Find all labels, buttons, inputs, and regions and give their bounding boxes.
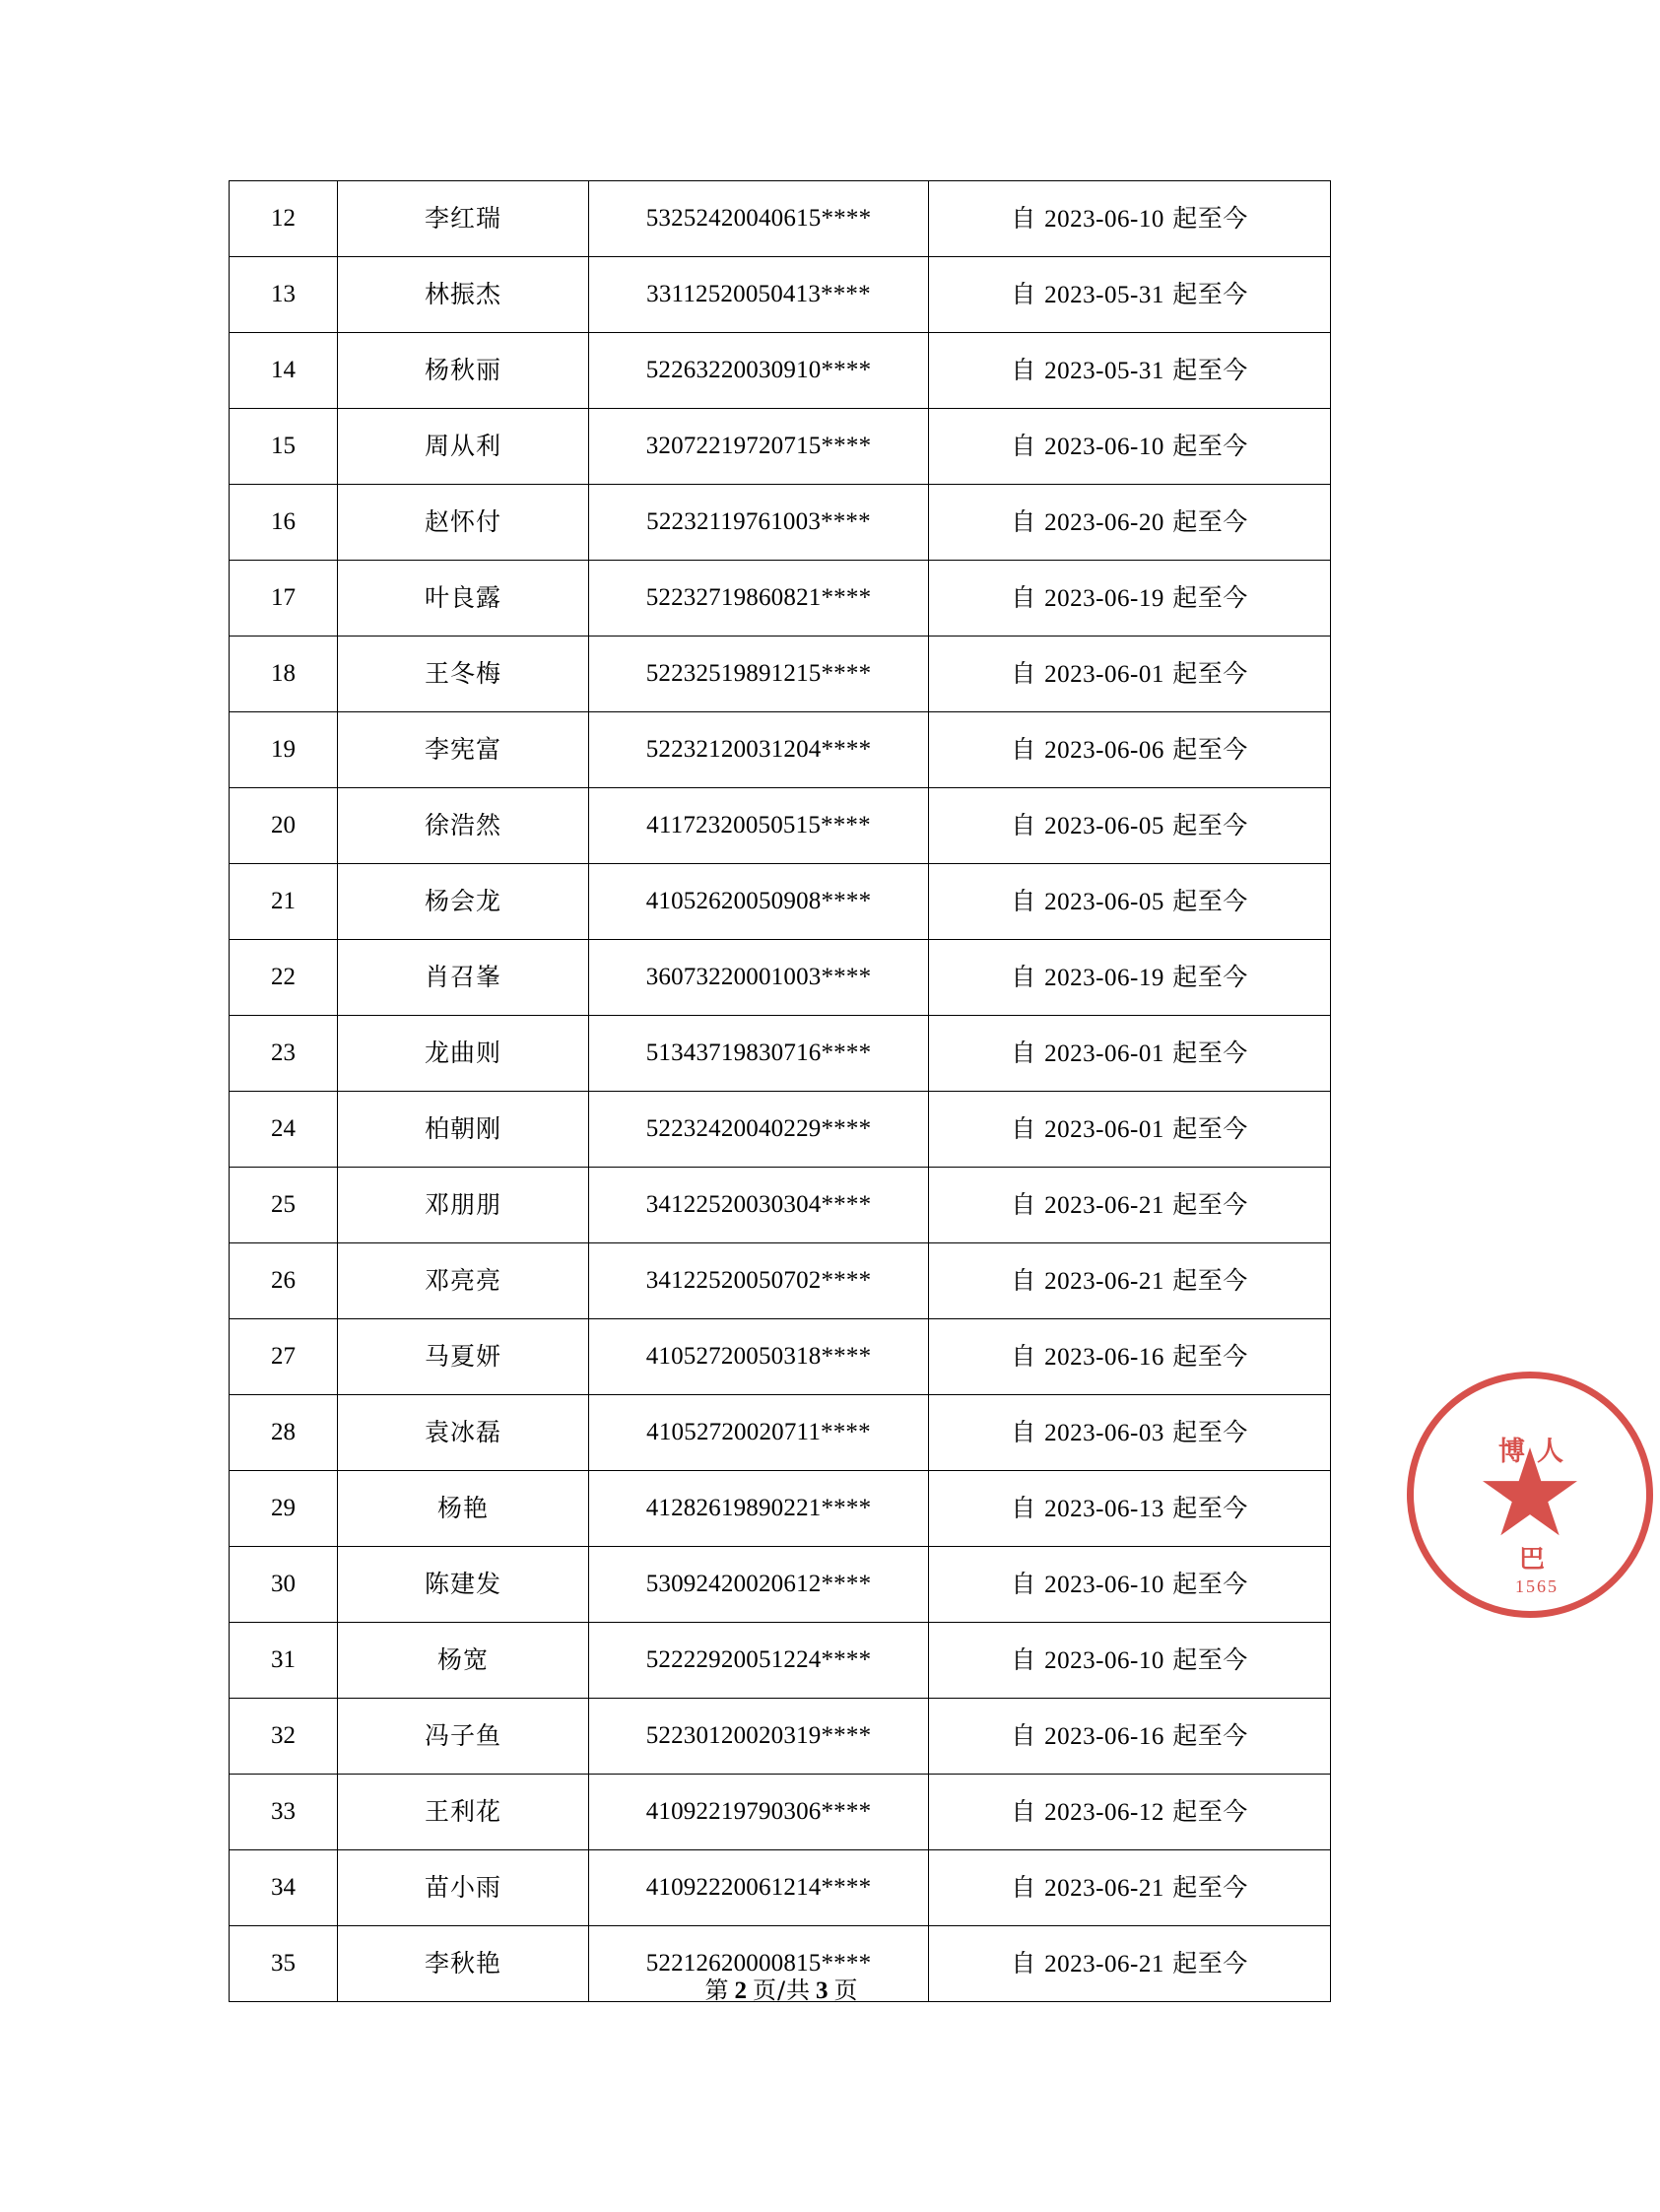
page-footer (0, 1971, 1563, 2005)
period-suffix: 起至今 (1172, 279, 1248, 308)
period-prefix: 自 (1011, 810, 1036, 839)
period-prefix: 自 (1011, 1872, 1036, 1902)
cell-period (929, 637, 1331, 712)
period-suffix: 起至今 (1172, 506, 1248, 536)
cell-name: 马夏妍 (338, 1319, 589, 1395)
table-row (230, 1168, 1331, 1243)
period-date: 2023-06-13 (1044, 1495, 1164, 1522)
official-seal (1407, 1372, 1653, 1618)
table-row (230, 257, 1331, 333)
table-row (230, 1699, 1331, 1775)
cell-id-number: 41172320050515**** (589, 788, 929, 864)
roster-table (229, 180, 1331, 2002)
cell-name: 周从利 (338, 409, 589, 485)
cell-name: 林振杰 (338, 257, 589, 333)
cell-index: 34 (230, 1850, 338, 1926)
cell-name: 王利花 (338, 1775, 589, 1850)
cell-id-number: 33112520050413**** (589, 257, 929, 333)
table-row (230, 712, 1331, 788)
period-suffix: 起至今 (1172, 886, 1248, 915)
cell-id-number: 41282619890221**** (589, 1471, 929, 1547)
table-row (230, 1547, 1331, 1623)
cell-index: 18 (230, 637, 338, 712)
cell-index: 14 (230, 333, 338, 409)
cell-index: 35 (230, 1926, 338, 2002)
footer-total-pages: 3 (816, 1977, 830, 2004)
footer-middle: 页/共 (752, 1977, 812, 2004)
period-date: 2023-06-16 (1044, 1343, 1164, 1371)
cell-index: 25 (230, 1168, 338, 1243)
period-prefix: 自 (1011, 1113, 1036, 1143)
period-date: 2023-06-06 (1044, 736, 1164, 764)
period-date: 2023-06-10 (1044, 1571, 1164, 1598)
period-suffix: 起至今 (1172, 355, 1248, 384)
cell-period (929, 940, 1331, 1016)
cell-period (929, 1243, 1331, 1319)
period-prefix: 自 (1011, 734, 1036, 764)
cell-name: 陈建发 (338, 1547, 589, 1623)
footer-prefix: 第 (704, 1977, 730, 2004)
period-prefix: 自 (1011, 1569, 1036, 1598)
cell-id-number: 52232519891215**** (589, 637, 929, 712)
cell-index: 21 (230, 864, 338, 940)
table-row (230, 1243, 1331, 1319)
period-suffix: 起至今 (1172, 431, 1248, 460)
period-suffix: 起至今 (1172, 1948, 1248, 1977)
period-date: 2023-06-05 (1044, 812, 1164, 839)
period-prefix: 自 (1011, 658, 1036, 688)
cell-name: 李宪富 (338, 712, 589, 788)
period-prefix: 自 (1011, 886, 1036, 915)
period-suffix: 起至今 (1172, 582, 1248, 612)
cell-id-number: 34122520030304**** (589, 1168, 929, 1243)
cell-index: 13 (230, 257, 338, 333)
cell-id-number: 32072219720715**** (589, 409, 929, 485)
cell-index: 12 (230, 181, 338, 257)
seal-code-text: 1565 (1515, 1576, 1559, 1596)
cell-name: 袁冰磊 (338, 1395, 589, 1471)
cell-period (929, 1016, 1331, 1092)
cell-id-number: 52263220030910**** (589, 333, 929, 409)
cell-index: 22 (230, 940, 338, 1016)
period-suffix: 起至今 (1172, 1038, 1248, 1067)
period-date: 2023-06-01 (1044, 1039, 1164, 1067)
period-prefix: 自 (1011, 1189, 1036, 1219)
table-row (230, 409, 1331, 485)
period-suffix: 起至今 (1172, 734, 1248, 764)
period-suffix: 起至今 (1172, 1569, 1248, 1598)
period-date: 2023-06-21 (1044, 1267, 1164, 1295)
table-row (230, 561, 1331, 637)
period-date: 2023-06-12 (1044, 1798, 1164, 1826)
cell-name: 杨艳 (338, 1471, 589, 1547)
period-suffix: 起至今 (1172, 1189, 1248, 1219)
cell-name: 赵怀付 (338, 485, 589, 561)
cell-period (929, 1850, 1331, 1926)
footer-current-page: 2 (734, 1977, 748, 2004)
cell-index: 31 (230, 1623, 338, 1699)
period-prefix: 自 (1011, 1038, 1036, 1067)
cell-id-number: 41092220061214**** (589, 1850, 929, 1926)
cell-index: 20 (230, 788, 338, 864)
period-date: 2023-06-21 (1044, 1874, 1164, 1902)
period-prefix: 自 (1011, 431, 1036, 460)
period-date: 2023-06-16 (1044, 1722, 1164, 1750)
table-row (230, 1092, 1331, 1168)
table-row (230, 1395, 1331, 1471)
cell-period (929, 409, 1331, 485)
period-prefix: 自 (1011, 1644, 1036, 1674)
period-suffix: 起至今 (1172, 1113, 1248, 1143)
period-suffix: 起至今 (1172, 1341, 1248, 1371)
period-prefix: 自 (1011, 1796, 1036, 1826)
table-row (230, 1016, 1331, 1092)
cell-index: 33 (230, 1775, 338, 1850)
cell-id-number: 36073220001003**** (589, 940, 929, 1016)
cell-period (929, 864, 1331, 940)
table-row (230, 637, 1331, 712)
period-date: 2023-06-03 (1044, 1419, 1164, 1446)
seal-inner (1414, 1378, 1646, 1611)
cell-period (929, 1395, 1331, 1471)
period-prefix: 自 (1011, 1341, 1036, 1371)
cell-name: 王冬梅 (338, 637, 589, 712)
cell-id-number: 52232420040229**** (589, 1092, 929, 1168)
cell-index: 26 (230, 1243, 338, 1319)
cell-index: 32 (230, 1699, 338, 1775)
period-prefix: 自 (1011, 506, 1036, 536)
period-date: 2023-06-21 (1044, 1191, 1164, 1219)
table-row (230, 181, 1331, 257)
cell-index: 24 (230, 1092, 338, 1168)
table-row (230, 1471, 1331, 1547)
period-prefix: 自 (1011, 582, 1036, 612)
period-date: 2023-06-10 (1044, 1646, 1164, 1674)
cell-id-number: 41092219790306**** (589, 1775, 929, 1850)
cell-index: 28 (230, 1395, 338, 1471)
period-date: 2023-06-21 (1044, 1950, 1164, 1977)
table-row (230, 1850, 1331, 1926)
period-suffix: 起至今 (1172, 1417, 1248, 1446)
cell-period (929, 257, 1331, 333)
cell-name: 苗小雨 (338, 1850, 589, 1926)
cell-period (929, 788, 1331, 864)
cell-id-number: 41052720050318**** (589, 1319, 929, 1395)
period-prefix: 自 (1011, 355, 1036, 384)
period-prefix: 自 (1011, 962, 1036, 991)
cell-index: 27 (230, 1319, 338, 1395)
period-suffix: 起至今 (1172, 1644, 1248, 1674)
period-prefix: 自 (1011, 1265, 1036, 1295)
period-date: 2023-06-01 (1044, 660, 1164, 688)
period-date: 2023-05-31 (1044, 357, 1164, 384)
cell-name: 杨会龙 (338, 864, 589, 940)
seal-top-text: 博人 (1498, 1437, 1575, 1467)
table-row (230, 788, 1331, 864)
cell-id-number: 52230120020319**** (589, 1699, 929, 1775)
period-suffix: 起至今 (1172, 203, 1248, 233)
period-prefix: 自 (1011, 1493, 1036, 1522)
cell-index: 15 (230, 409, 338, 485)
period-suffix: 起至今 (1172, 658, 1248, 688)
cell-id-number: 51343719830716**** (589, 1016, 929, 1092)
table-row (230, 1319, 1331, 1395)
cell-period (929, 1775, 1331, 1850)
cell-id-number: 53092420020612**** (589, 1547, 929, 1623)
period-suffix: 起至今 (1172, 962, 1248, 991)
period-suffix: 起至今 (1172, 1720, 1248, 1750)
period-prefix: 自 (1011, 1948, 1036, 1977)
cell-name: 杨宽 (338, 1623, 589, 1699)
cell-id-number: 52222920051224**** (589, 1623, 929, 1699)
period-date: 2023-06-05 (1044, 888, 1164, 915)
period-date: 2023-06-19 (1044, 964, 1164, 991)
period-prefix: 自 (1011, 1720, 1036, 1750)
cell-index: 30 (230, 1547, 338, 1623)
cell-index: 19 (230, 712, 338, 788)
cell-name: 肖召峯 (338, 940, 589, 1016)
cell-period (929, 712, 1331, 788)
cell-name: 龙曲则 (338, 1016, 589, 1092)
cell-period (929, 333, 1331, 409)
cell-name: 柏朝刚 (338, 1092, 589, 1168)
cell-id-number: 41052720020711**** (589, 1395, 929, 1471)
cell-id-number: 52232719860821**** (589, 561, 929, 637)
cell-period (929, 1547, 1331, 1623)
cell-period (929, 561, 1331, 637)
cell-id-number: 52232119761003**** (589, 485, 929, 561)
cell-id-number: 52212620000815**** (589, 1926, 929, 2002)
period-date: 2023-06-20 (1044, 508, 1164, 536)
cell-name: 叶良露 (338, 561, 589, 637)
cell-period (929, 1623, 1331, 1699)
cell-name: 李红瑞 (338, 181, 589, 257)
roster-table-body (230, 181, 1331, 2002)
cell-id-number: 34122520050702**** (589, 1243, 929, 1319)
cell-id-number: 53252420040615**** (589, 181, 929, 257)
table-row (230, 940, 1331, 1016)
period-date: 2023-06-01 (1044, 1115, 1164, 1143)
cell-period (929, 1699, 1331, 1775)
cell-index: 16 (230, 485, 338, 561)
period-suffix: 起至今 (1172, 810, 1248, 839)
cell-name: 徐浩然 (338, 788, 589, 864)
cell-name: 李秋艳 (338, 1926, 589, 2002)
cell-name: 杨秋丽 (338, 333, 589, 409)
cell-period (929, 485, 1331, 561)
period-prefix: 自 (1011, 279, 1036, 308)
cell-name: 邓朋朋 (338, 1168, 589, 1243)
table-row (230, 864, 1331, 940)
period-date: 2023-06-10 (1044, 433, 1164, 460)
table-row (230, 1775, 1331, 1850)
cell-period (929, 1168, 1331, 1243)
seal-bottom-text: 巴 (1518, 1545, 1555, 1575)
cell-index: 17 (230, 561, 338, 637)
cell-period (929, 1092, 1331, 1168)
cell-index: 29 (230, 1471, 338, 1547)
cell-period (929, 1471, 1331, 1547)
period-date: 2023-06-19 (1044, 584, 1164, 612)
period-suffix: 起至今 (1172, 1265, 1248, 1295)
cell-period (929, 1319, 1331, 1395)
table-row (230, 333, 1331, 409)
cell-index: 23 (230, 1016, 338, 1092)
cell-name: 冯子鱼 (338, 1699, 589, 1775)
cell-name: 邓亮亮 (338, 1243, 589, 1319)
period-prefix: 自 (1011, 203, 1036, 233)
table-row (230, 1623, 1331, 1699)
cell-period (929, 181, 1331, 257)
roster-table-container (229, 180, 1330, 2002)
period-prefix: 自 (1011, 1417, 1036, 1446)
cell-id-number: 52232120031204**** (589, 712, 929, 788)
period-suffix: 起至今 (1172, 1872, 1248, 1902)
period-date: 2023-06-10 (1044, 205, 1164, 233)
footer-suffix: 页 (833, 1977, 859, 2004)
table-row (230, 485, 1331, 561)
cell-id-number: 41052620050908**** (589, 864, 929, 940)
period-date: 2023-05-31 (1044, 281, 1164, 308)
period-suffix: 起至今 (1172, 1493, 1248, 1522)
period-suffix: 起至今 (1172, 1796, 1248, 1826)
